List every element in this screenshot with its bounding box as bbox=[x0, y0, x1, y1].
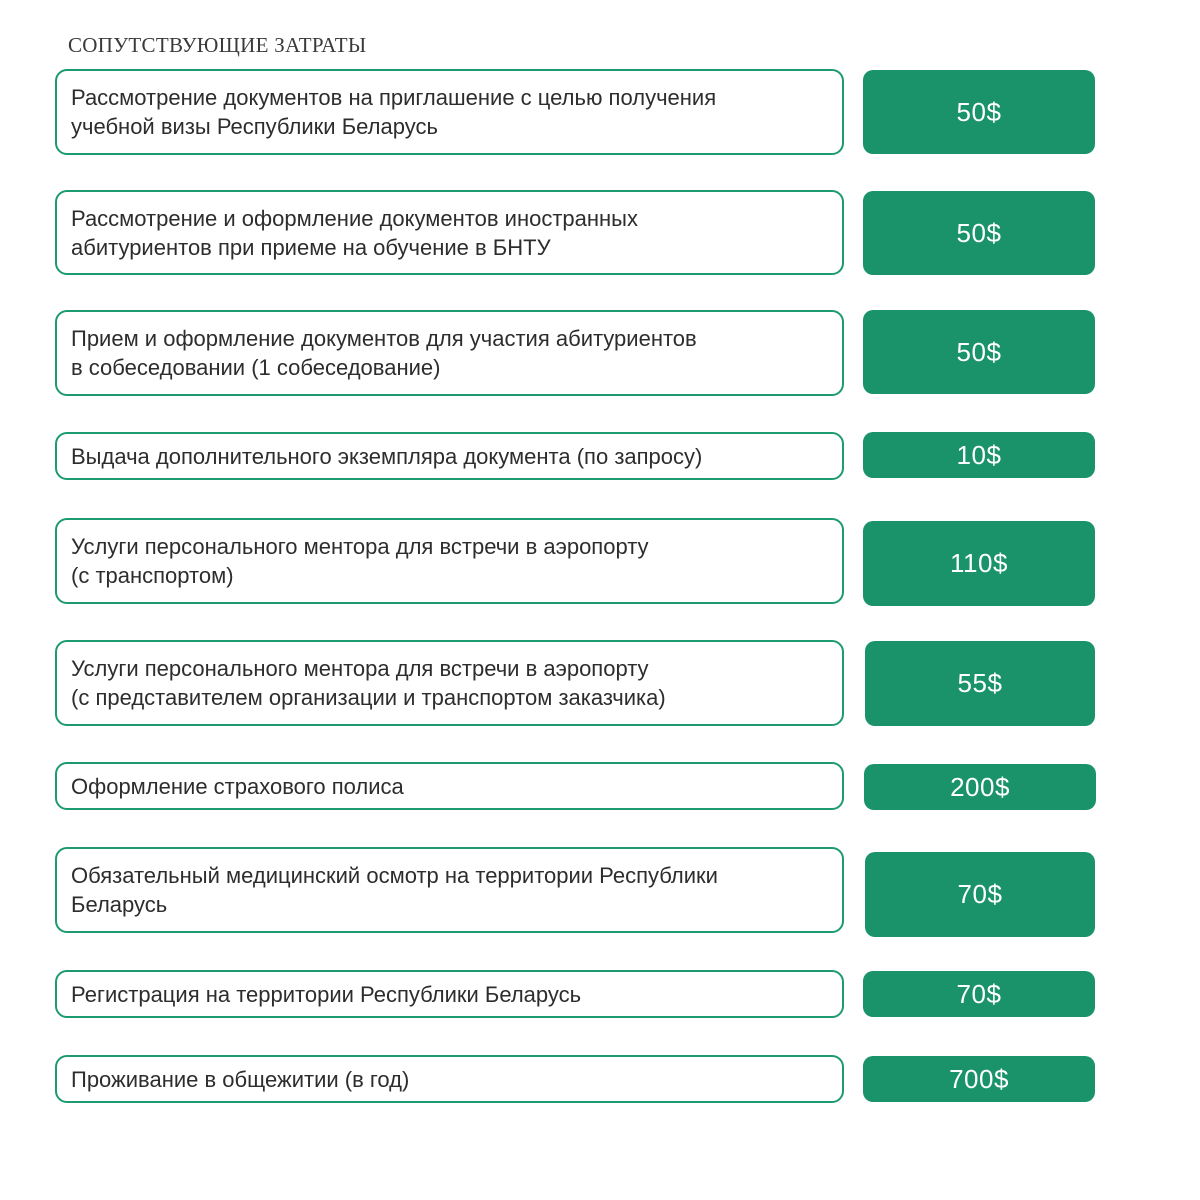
cost-price-badge: 110$ bbox=[863, 521, 1095, 606]
cost-description: Услуги персонального ментора для встречи в аэропорту (с транспортом) bbox=[71, 534, 649, 588]
cost-description: Выдача дополнительного экземпляра документа (по запросу) bbox=[71, 443, 703, 469]
cost-description: Регистрация на территории Республики Беларусь bbox=[71, 981, 582, 1007]
cost-price-badge: 50$ bbox=[863, 191, 1095, 275]
cost-description-box bbox=[55, 640, 844, 726]
cost-description-box bbox=[55, 190, 844, 275]
cost-description: Оформление страхового полиса bbox=[71, 773, 404, 799]
cost-price-badge: 10$ bbox=[863, 432, 1095, 478]
cost-price-badge: 200$ bbox=[864, 764, 1096, 810]
cost-price-badge: 50$ bbox=[863, 70, 1095, 154]
cost-description-box bbox=[55, 310, 844, 396]
cost-description: Проживание в общежитии (в год) bbox=[71, 1066, 410, 1092]
cost-price-badge: 70$ bbox=[863, 971, 1095, 1017]
cost-price-badge: 55$ bbox=[865, 641, 1095, 726]
cost-description: Услуги персонального ментора для встречи в аэропорту (с представителем организации и транспортом заказчика) bbox=[71, 656, 666, 710]
cost-price-badge: 70$ bbox=[865, 852, 1095, 937]
cost-description: Прием и оформление документов для участия абитуриентов в собеседовании (1 собеседование) bbox=[71, 326, 697, 380]
cost-description-box bbox=[55, 970, 844, 1018]
cost-description-box bbox=[55, 847, 844, 933]
cost-price-badge: 50$ bbox=[863, 310, 1095, 394]
cost-description-box bbox=[55, 1055, 844, 1103]
cost-description: Рассмотрение и оформление документов иностранных абитуриентов при приеме на обучение в БНТУ bbox=[71, 205, 638, 260]
cost-description-box bbox=[55, 432, 844, 480]
cost-description-box bbox=[55, 69, 844, 155]
page-title: СОПУТСТВУЮЩИЕ ЗАТРАТЫ bbox=[68, 33, 367, 57]
cost-description: Обязательный медицинский осмотр на территории Республики Беларусь bbox=[71, 863, 718, 917]
cost-description-box bbox=[55, 762, 844, 810]
cost-description-box bbox=[55, 518, 844, 604]
cost-description: Рассмотрение документов на приглашение с целью получения учебной визы Республики Беларусь bbox=[71, 85, 717, 139]
cost-price-badge: 700$ bbox=[863, 1056, 1095, 1102]
